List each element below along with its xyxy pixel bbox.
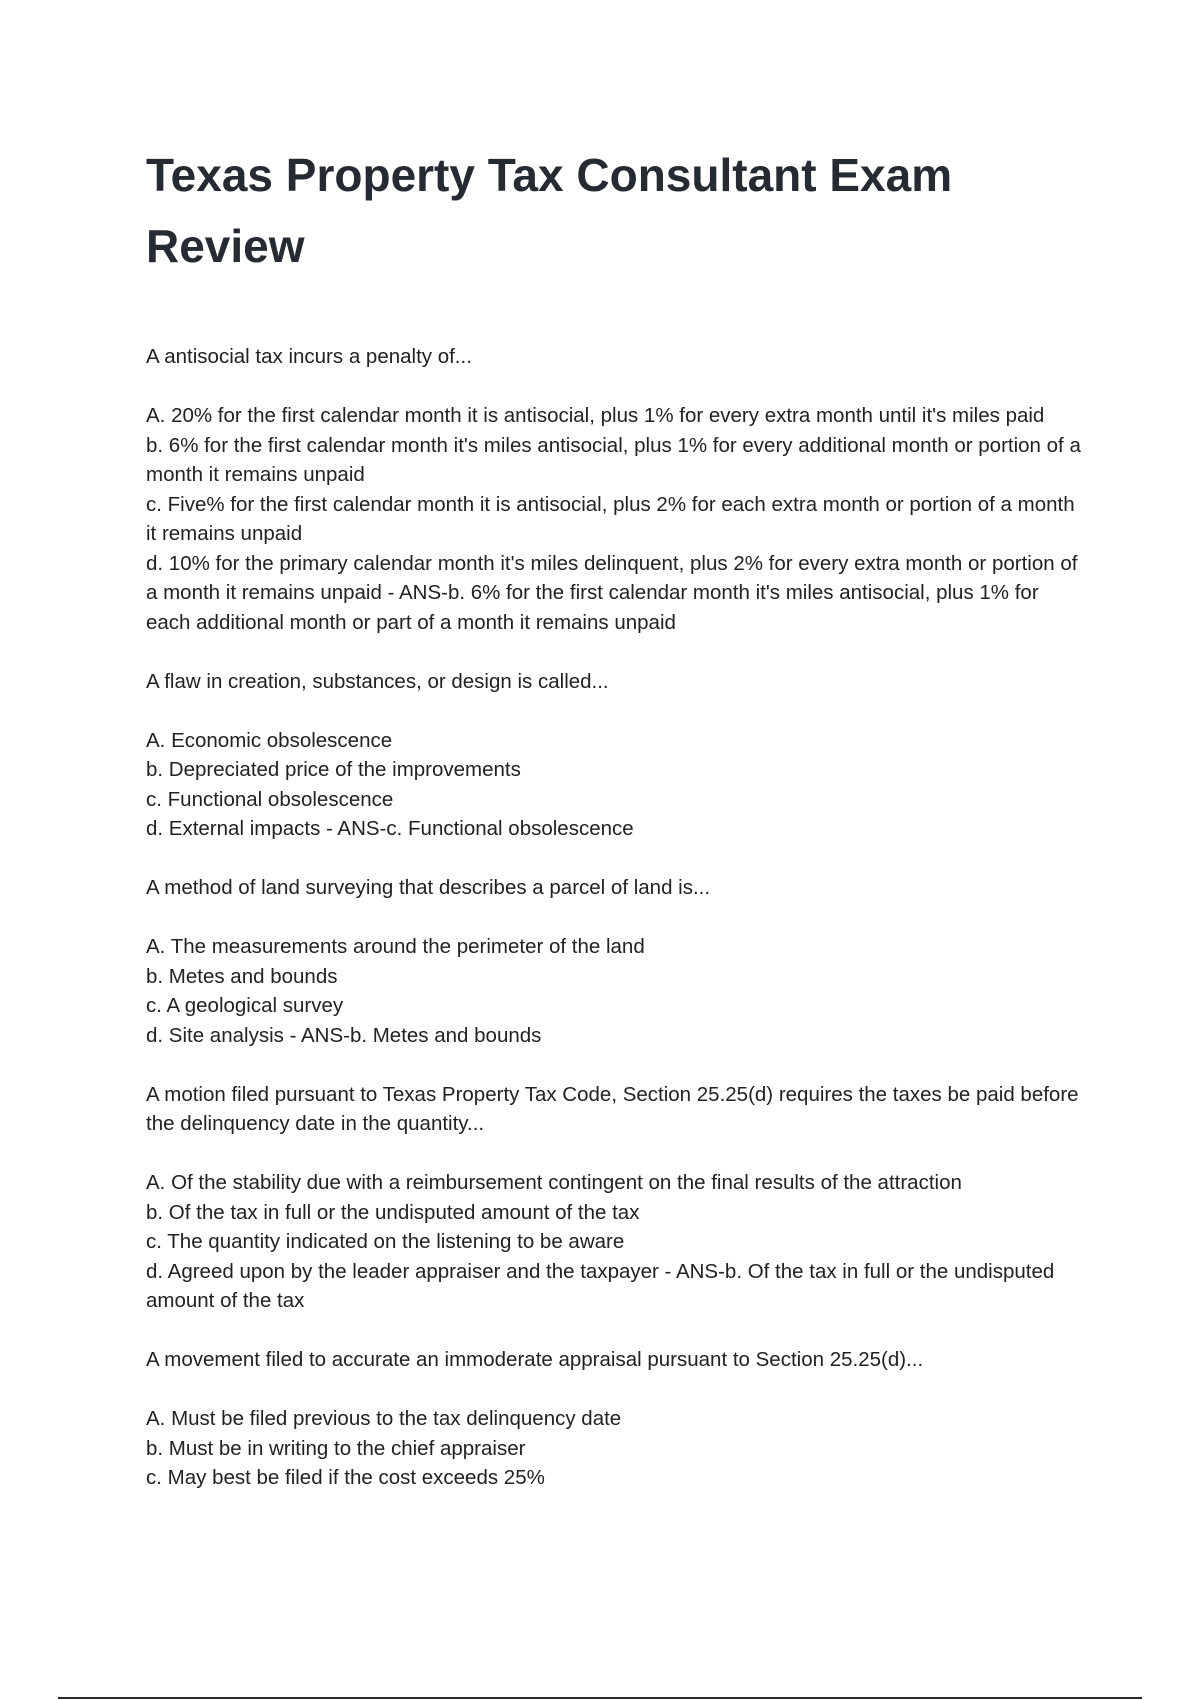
- question-text: A antisocial tax incurs a penalty of...: [146, 345, 472, 368]
- question-block: [146, 1080, 1081, 1316]
- question-block: [146, 873, 1081, 1050]
- question-text: A method of land surveying that describes a parcel of land is...: [146, 876, 711, 899]
- option-item: b. Metes and bounds: [146, 964, 338, 988]
- option-item: b. Depreciated price of the improvements: [146, 758, 521, 781]
- option-item: c. Five% for the first calendar month it is antisocial, plus 2% for each extra month or portion of a month it remains unpaid: [146, 492, 1075, 545]
- option-item: b. Of the tax in full or the undisputed amount of the tax: [146, 1200, 640, 1224]
- question-block: [146, 342, 1081, 637]
- option-item: c. Functional obsolescence: [146, 787, 394, 811]
- option-item: c. A geological survey: [146, 994, 344, 1017]
- option-item-with-answer: d. External impacts - ANS-c. Functional obsolescence: [146, 817, 634, 840]
- option-list: [146, 726, 1081, 844]
- option-list: [146, 932, 1081, 1050]
- page-title-line-1: Texas Property Tax Consultant Exam: [146, 149, 953, 201]
- option-item: c. May best be filed if the cost exceeds 25%: [146, 1466, 545, 1489]
- footer-divider: [58, 1697, 1142, 1699]
- page-title: [146, 140, 1086, 282]
- question-text: A motion filed pursuant to Texas Property Tax Code, Section 25.25(d) requires the taxes be paid before the delinquency date in the quantity...: [146, 1082, 1079, 1135]
- option-item-with-answer: d. 10% for the primary calendar month it's miles delinquent, plus 2% for every extra month or portion of a month it remains unpaid - ANS-b. 6% for the first calendar month it's miles antisocial, plus 1% for each additional month or part of a month it remains unpaid: [146, 551, 1078, 634]
- page-title-line-2: Review: [146, 220, 305, 272]
- option-item: c. The quantity indicated on the listening to be aware: [146, 1230, 625, 1253]
- option-item: b. Must be in writing to the chief appraiser: [146, 1436, 526, 1460]
- question-list: [146, 342, 1081, 1522]
- option-item: A. Of the stability due with a reimbursement contingent on the final results of the attraction: [146, 1171, 962, 1194]
- option-list: [146, 1168, 1081, 1316]
- question-text: A movement filed to accurate an immoderate appraisal pursuant to Section 25.25(d)...: [146, 1348, 924, 1371]
- option-item: A. Must be filed previous to the tax delinquency date: [146, 1407, 622, 1430]
- question-block: [146, 667, 1081, 844]
- option-item-with-answer: d. Site analysis - ANS-b. Metes and bounds: [146, 1023, 542, 1047]
- question-text: A flaw in creation, substances, or design is called...: [146, 669, 609, 693]
- option-item-with-answer: d. Agreed upon by the leader appraiser and the taxpayer - ANS-b. Of the tax in full or the undisputed amount of the tax: [146, 1259, 1055, 1312]
- option-item: A. 20% for the first calendar month it is antisocial, plus 1% for every extra month until it's miles paid: [146, 404, 1045, 427]
- option-item: b. 6% for the first calendar month it's miles antisocial, plus 1% for every additional month or portion of a month it remains unpaid: [146, 433, 1081, 486]
- option-item: A. The measurements around the perimeter of the land: [146, 935, 645, 958]
- option-list: [146, 1404, 1081, 1493]
- option-item: A. Economic obsolescence: [146, 728, 393, 752]
- option-list: [146, 401, 1081, 637]
- question-block: [146, 1345, 1081, 1493]
